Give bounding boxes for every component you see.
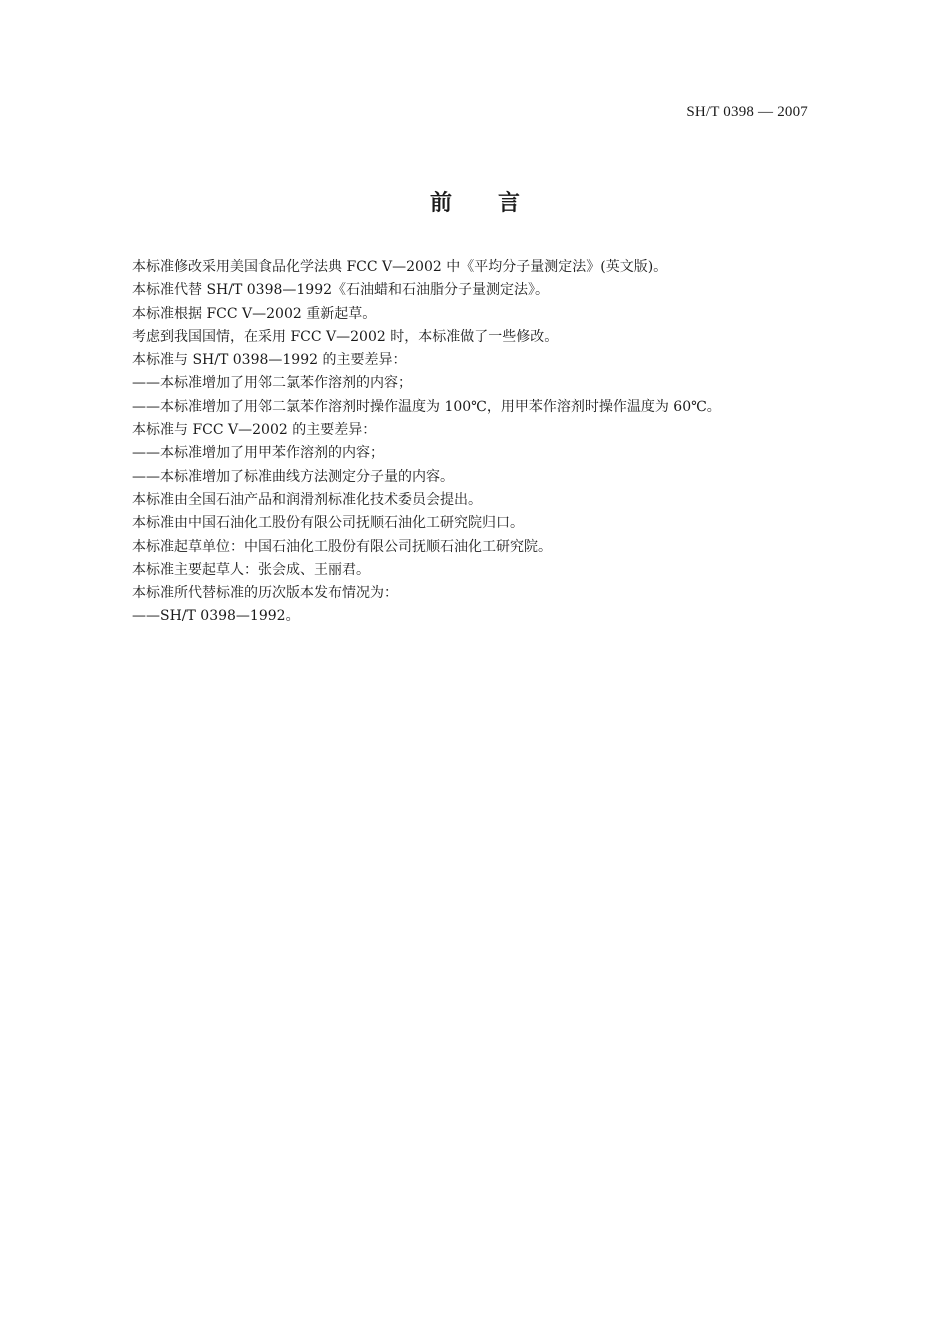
paragraph: 本标准起草单位：中国石油化工股份有限公司抚顺石油化工研究院。	[132, 538, 552, 555]
paragraph: 本标准由全国石油产品和润滑剂标准化技术委员会提出。	[132, 491, 482, 508]
paragraph: 本标准主要起草人：张会成、王丽君。	[132, 561, 370, 578]
foreword-body	[132, 256, 832, 629]
paragraph: 本标准所代替标准的历次版本发布情况为：	[132, 585, 398, 602]
list-item: ——本标准增加了标准曲线方法测定分子量的内容。	[132, 468, 454, 485]
paragraph: 本标准由中国石油化工股份有限公司抚顺石油化工研究院归口。	[132, 515, 524, 532]
list-item: ——SH/T 0398—1992。	[132, 608, 300, 625]
page-title: 前言	[429, 191, 566, 216]
paragraph: 本标准与 SH/T 0398—1992 的主要差异：	[132, 352, 407, 369]
paragraph: 本标准与 FCC V—2002 的主要差异：	[132, 422, 377, 439]
paragraph: 本标准根据 FCC V—2002 重新起草。	[132, 305, 377, 322]
paragraph: 考虑到我国国情，在采用 FCC V—2002 时，本标准做了一些修改。	[132, 328, 559, 345]
paragraph: 本标准修改采用美国食品化学法典 FCC V—2002 中《平均分子量测定法》(英文版)。	[132, 259, 668, 275]
list-item: ——本标准增加了用邻二氯苯作溶剂的内容；	[132, 375, 412, 392]
paragraph: 本标准代替 SH/T 0398—1992《石油蜡和石油脂分子量测定法》。	[132, 282, 550, 299]
list-item: ——本标准增加了用甲苯作溶剂的内容；	[132, 445, 384, 462]
list-item: ——本标准增加了用邻二氯苯作溶剂时操作温度为 100℃，用甲苯作溶剂时操作温度为 60℃。	[132, 398, 721, 415]
standard-number: SH/T 0398 — 2007	[686, 104, 808, 120]
